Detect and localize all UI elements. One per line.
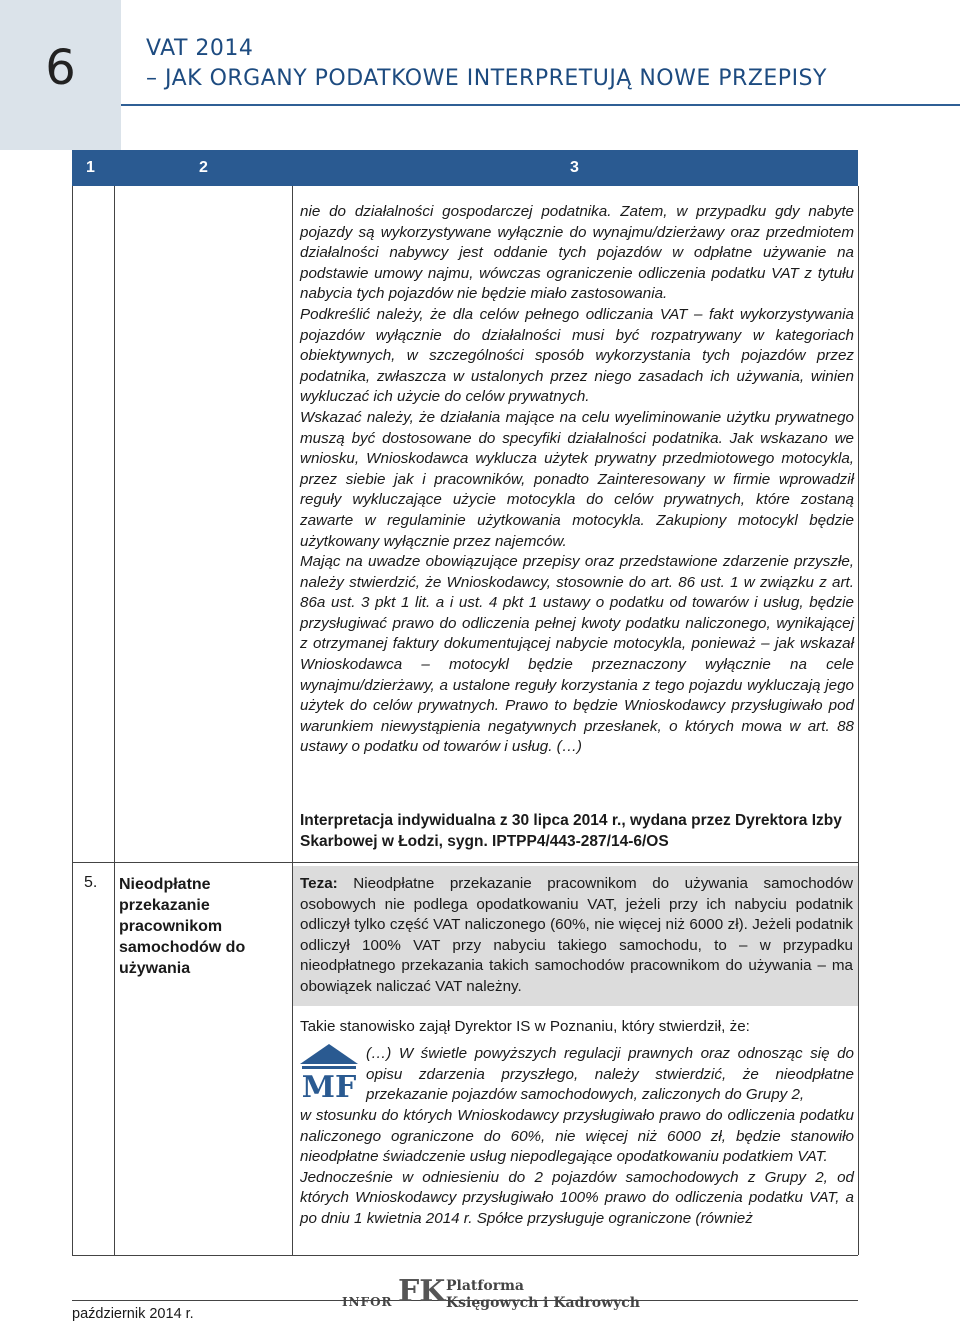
row4-content — [300, 202, 854, 758]
quote-continuation — [300, 1106, 854, 1230]
table-col1-divider — [114, 186, 115, 1255]
thesis-text — [300, 874, 853, 998]
thesis-label: Teza: — [300, 875, 338, 892]
row4-paragraph-1: nie do działalności gospodarczej podatnika. Zatem, w przypadku gdy nabyte pojazdy są wykorzystywane wyłącznie do wynajmu/dzierżawy oraz przedmiotem działalności nabywcy jest oddanie tych pojazdów w odpłatne używanie na podstawie umowy najmu, wówczas ograniczenie odliczenia podatku VAT z tytułu nabycia tych pojazdów nie będzie miało zastosowania. — [300, 203, 854, 303]
row5-title: Nieodpłatne przekazanie pracownikom samochodów do używania — [119, 876, 246, 977]
running-title-line1: VAT 2014 — [146, 36, 254, 61]
logo-platforma-line2: Księgowych i Kadrowych — [446, 1295, 640, 1311]
logo-fk: FK — [398, 1274, 446, 1309]
table-col2-divider — [292, 186, 293, 1255]
row4-paragraph-2: Podkreślić należy, że dla celów pełnego odliczania VAT – fakt wykorzystywania pojazdów wyłącznie do działalności musi być rozpatrywany w kategoriach obiektywnych, w szczególności sposób wykorzystania tych pojazdów przez podatnika, zwłaszcza w ustalonych przez niego zasadach ich używania, winien wykluczać ich użycie do celów prywatnych. — [300, 305, 854, 406]
column-3-label: 3 — [570, 159, 579, 176]
thesis-body: Nieodpłatne przekazanie pracownikom do używania samochodów osobowych nie podlega opodatkowaniu VAT, jeżeli przy ich nabyciu podatnik odliczył tylko część VAT naliczonego (60%, nie więcej niż 6000 zł). Jeżeli podatnik odliczył 100% VAT przy nabyciu takiego samochodu, to – w przypadku nieodpłatnego przekazania takich samochodów pracownikom do używania – ma obowiązek naliczać VAT należny. — [300, 875, 853, 995]
page-number: 6 — [45, 40, 76, 96]
quote-intro: Takie stanowisko zajął Dyrektor IS w Poznaniu, który stwierdził, że: — [300, 1018, 750, 1035]
header-rule — [121, 104, 960, 106]
table-row-divider — [72, 862, 858, 863]
table-right-border — [858, 186, 859, 1255]
table-bottom-border — [72, 1255, 858, 1256]
footer-date: październik 2014 r. — [72, 1306, 194, 1322]
row5-number: 5. — [84, 874, 98, 891]
quote-paragraph-2: Jednocześnie w odniesieniu do 2 pojazdów samochodowych z Grupy 2, od których Wnioskodawcy przysługiwało 100% prawo do odliczenia podatku VAT, a po dniu 1 kwietnia 2014 r. Spółce przysługuje ograniczone (również — [300, 1168, 854, 1227]
logo-infor: INFOR — [342, 1295, 393, 1309]
table-column-header — [72, 150, 858, 186]
row4-paragraph-4: Mając na uwadze obowiązujące przepisy oraz przedstawione zdarzenie przyszłe, należy stwierdzić, że Wnioskodawcy, stosownie do art. 86 ust. 1 w związku z art. 86a ust. 3 pkt 1 lit. a i ust. 4 pkt 1 ustawy o podatku od towarów i usług, będzie przysługiwać prawo do odliczenia pełnej kwoty podatku naliczonego, wynikającej z otrzymanej faktury dokumentującej nabycie motocykla, ponieważ – jak wskazał Wnioskodawca – motocykl będzie przeznaczony wyłącznie na cele wynajmu/dzierżawy, a ustalone reguły korzystania z tego pojazdu wykluczają jego użytek do celów prywatnych. Prawo to będzie Wnioskodawcy przysługiwało pod warunkiem niewystąpienia negatywnych przesłanek, o których mowa w art. 88 ustawy o podatku od towarów i usług. (…) — [300, 553, 854, 756]
running-title-line2: – JAK ORGANY PODATKOWE INTERPRETUJĄ NOWE PRZEPISY — [146, 66, 827, 91]
row4-paragraph-3: Wskazać należy, że działania mające na celu wyeliminowanie użytku prywatnego muszą być dostosowane do specyfiki działalności podatnika. Jak wskazano we wniosku, Wnioskodawca wyklucza użytek prywatny przedmiotowego motocykla, przez siebie jak i pracowników, ponadto Zainteresowany w firmie wprowadził reguły wykluczające użycie motocykla do celów prywatnych, które zostaną zawarte w regulaminie użytkowania motocykla. Zakupiony motocykl będzie użytkowany wyłącznie przez najemców. — [300, 408, 854, 550]
column-1-label: 1 — [86, 159, 95, 176]
quote-paragraph-1-rest: w stosunku do których Wnioskodawcy przysługiwało prawo do odliczenia podatku naliczonego ograniczone do 60%, nie więcej niż 6000 zł, będzie stanowiło nieodpłatne świadczenie usług niepodlegające opodatkowaniu podatkiem VAT. — [300, 1107, 854, 1166]
mf-logo-icon — [300, 1042, 358, 1100]
mf-logo-text: MF — [301, 1070, 357, 1100]
column-2-label: 2 — [199, 159, 208, 176]
logo-platforma-line1: Platforma — [446, 1278, 525, 1294]
quote-paragraph-1-start: (…) W świetle powyższych regulacji prawnych oraz odnosząc się do opisu zdarzenia przyszłego, należy stwierdzić, że nieodpłatne przekazanie pojazdów samochodowych, zaliczonych do Grupy 2, — [366, 1045, 854, 1104]
interpretation-reference: Interpretacja indywidualna z 30 lipca 2014 r., wydana przez Dyrektora Izby Skarbowej w Łodzi, sygn. IPTPP4/443-287/14-6/OS — [300, 812, 842, 850]
table-left-border — [72, 186, 73, 1255]
